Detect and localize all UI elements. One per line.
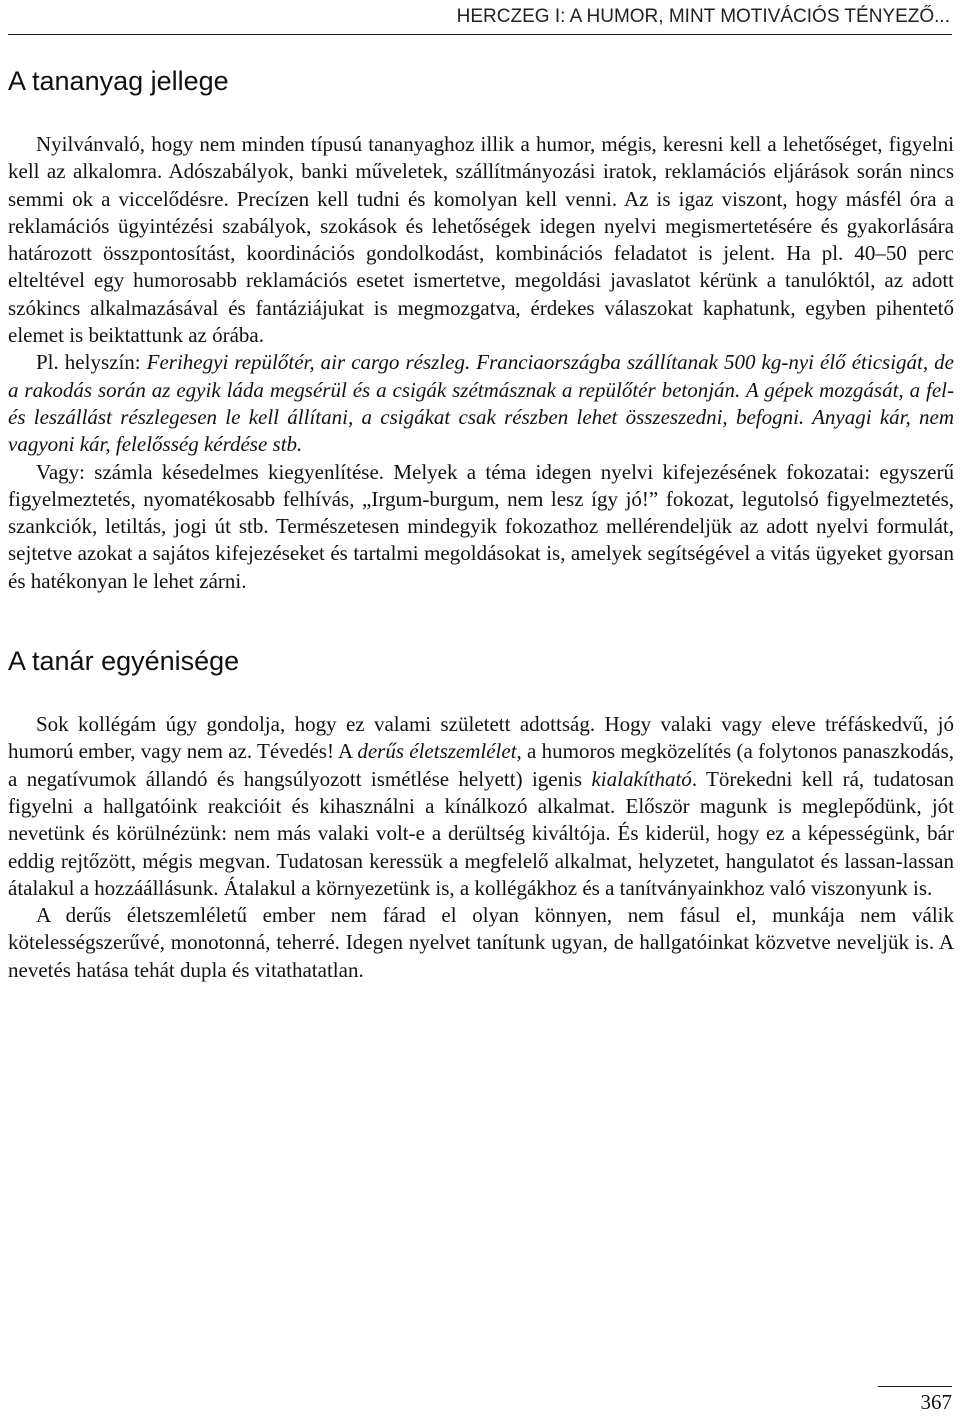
text-run: A derűs életszemléletű ember nem fárad el olyan könnyen, nem fásul el, munkája nem válik kötelességszerűvé, monotonná, teherré. Idegen nyelvet tanítunk ugyan, de hallgatóinkat közvetve neveljük is. A nevetés hatása tehát dupla és vitathatatlan.: [8, 903, 954, 982]
italic-text-run: kialakítható: [591, 766, 692, 791]
paragraph: [8, 349, 954, 458]
italic-text-run: Ferihegyi repülőtér, air cargo részleg. Franciaországba szállítanak 500 kg-nyi élő éticsigát, de a rakodás során az egyik láda megsérül és a csigák szétmásznak a repülőtér betonján. A gépek mozgását, a fel- és leszállást részlegesen le kell állítani, a csigákat csak részben lehet összeszedni, befogni. Anyagi kár, nem vagyoni kár, felelősség kérdése stb.: [8, 350, 954, 457]
page-number: 367: [920, 1390, 952, 1414]
text-run: Pl. helyszín:: [36, 350, 147, 375]
page-content: [8, 62, 954, 984]
paragraph: [8, 902, 954, 984]
text-run: Sok kollégám úgy gondolja, hogy ez valami született adottság. Hogy valaki vagy eleve tréfáskedvű, jó humorú ember, vagy nem az. Tévedés! A: [8, 712, 954, 764]
text-run: . Törekedni kell rá, tudatosan figyelni a hallgatóink reakcióit és kihasználni a kínálkozó alkalmat. Először magunk is meglepődünk, jót nevetünk és körülnézünk: nem más valaki volt-e a derültség kiváltója. És kiderül, hogy ez a képességünk, bár eddig rejtőzött, mégis megvan. Tudatosan keressük a megfelelő alkalmat, helyzetet, hangulatot és lassan-lassan átalakul a hozzáállásunk. Átalakul a környezetünk is, a kollégákhoz és a tanítványainkhoz való viszonyunk is.: [8, 766, 954, 900]
section-tananyag-jellege: [8, 62, 954, 595]
section-title: A tanár egyénisége: [8, 646, 240, 677]
section-title: A tananyag jellege: [8, 66, 229, 96]
paragraph: [8, 711, 954, 902]
paragraph: [8, 131, 954, 349]
section-tanar-egyenisege: [8, 642, 954, 984]
text-run: Nyilvánvaló, hogy nem minden típusú tananyaghoz illik a humor, mégis, keresni kell a lehetőséget, figyelni kell az alkalomra. Adószabályok, banki műveletek, szállítmányozási iratok, reklamációs eljárások során nincs semmi ok a viccelődésre. Precízen kell tudni és komolyan kell venni. Az is igaz viszont, hogy másfél óra a reklamációs ügyintézési szabályok, szokások és lehetőségek idegen nyelvi megismertetésére és gyakorlására határozott összpontosítást, koordinációs gondolkodást, kombinációs feladatot is jelent. Ha pl. 40–50 perc elteltével egy humorosabb reklamációs esetet ismertetve, megoldási javaslatot kérünk a tanulóktól, az adott szókincs alkalmazásával és fantáziájukat is megmozgatva, érdekes válaszokat kaphatunk, egyben pihentető elemet is beiktattunk az órába.: [8, 132, 954, 348]
text-run: Vagy: számla késedelmes kiegyenlítése. Melyek a téma idegen nyelvi kifejezésének fokozatai: egyszerű figyelmeztetés, nyomatékosabb felhívás, „Irgum-burgum, nem lesz így jó!” fokozat, legutolsó figyelmeztetés, szankciók, letiltás, jogi út stb. Természetesen mindegyik fokozathoz mellérendeljük az adott nyelvi formulát, sejtetve azokat a sajátos kifejezéseket és tartalmi megoldásokat is, amelyek segítségével a vitás ügyeket gyorsan és hatékonyan le lehet zárni.: [8, 459, 954, 593]
italic-text-run: derűs életszemlélet: [357, 739, 517, 764]
text-run: , a humoros megközelítés (a folytonos panaszkodás, a negatívumok állandó és hangsúlyozott ismétlése helyett) igenis: [8, 739, 955, 791]
footer-rule: [878, 1386, 952, 1387]
running-header: [8, 4, 952, 35]
running-title: HERCZEG I: A HUMOR, MINT MOTIVÁCIÓS TÉNYEZŐ...: [456, 6, 950, 27]
paragraph: [8, 459, 954, 595]
